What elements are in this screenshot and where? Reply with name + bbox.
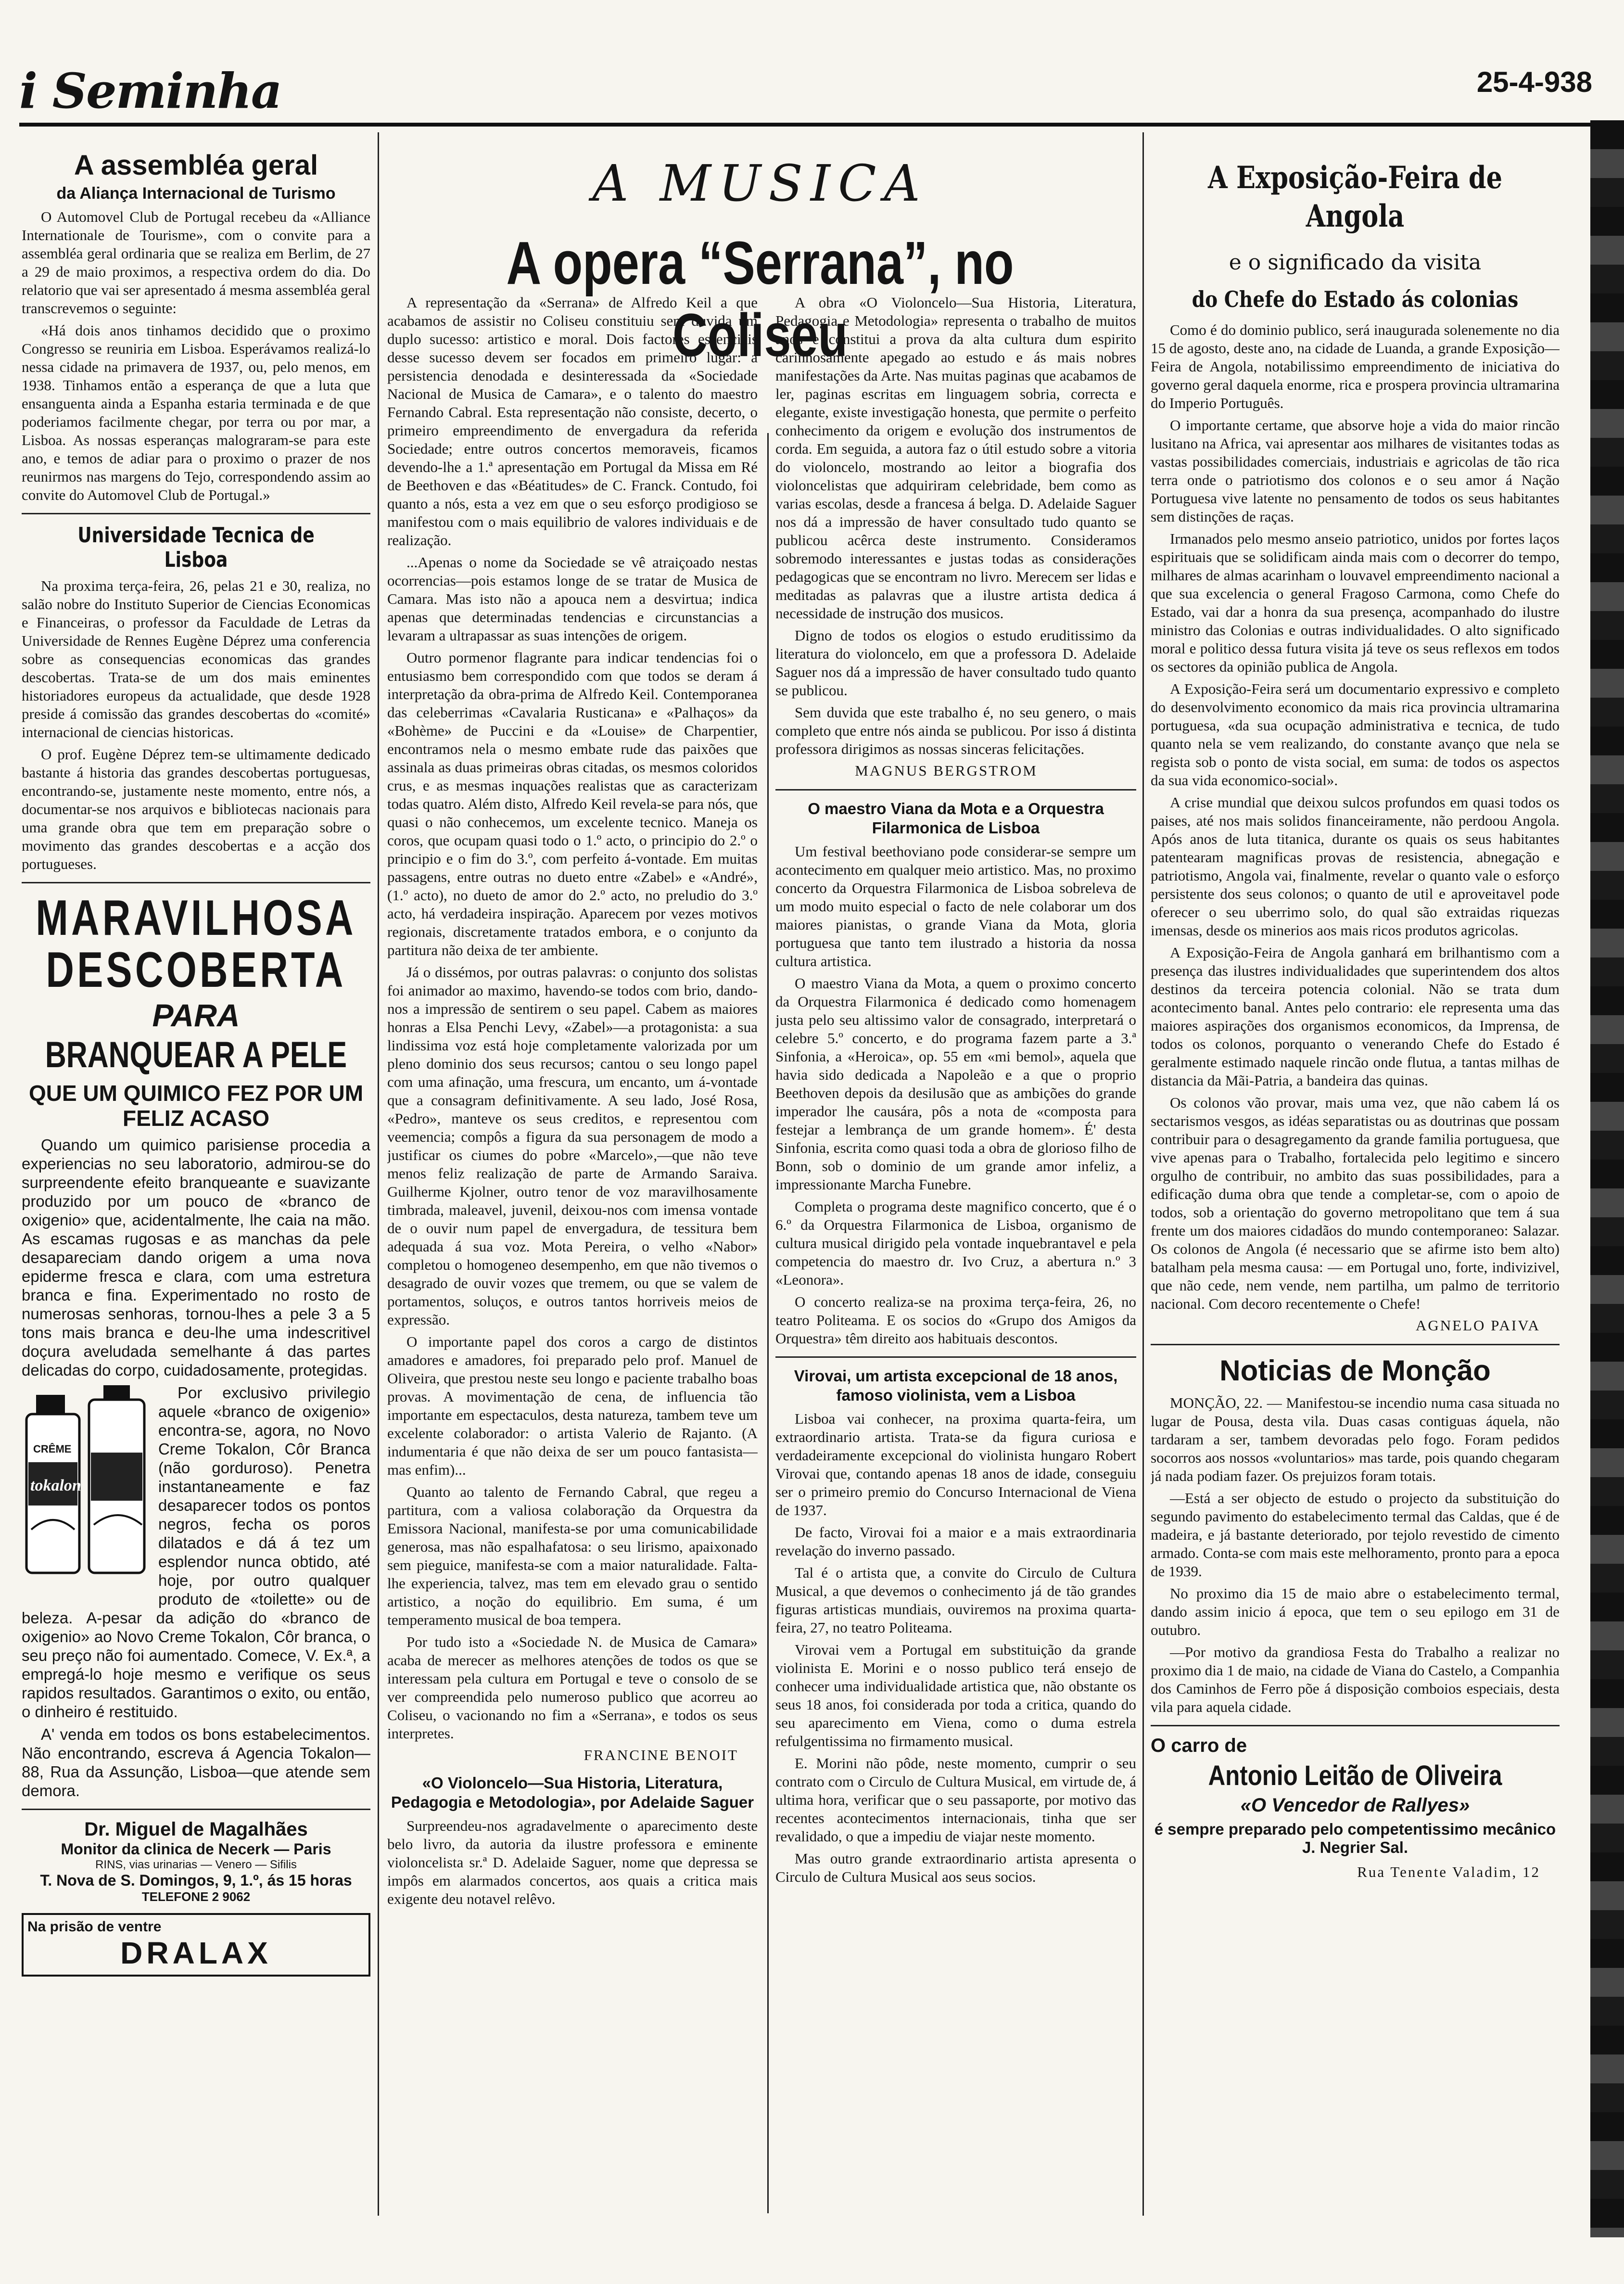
section-separator (775, 789, 1136, 791)
ad-body: A' venda em todos os bons estabelecimentos. Não encontrando, escreva á Agencia Tokalon—88, Rua da Assunção, Lisboa—que atende sem demora. (22, 1725, 370, 1799)
article-title: A Exposição-Feira de Angola (1208, 160, 1502, 234)
ad-headline: DESCOBERTA (46, 942, 346, 998)
paragraph: Um festival beethoviano pode considerar-se sempre um acontecimento em qualquer meio artistico. Mas, no proximo concerto da Orquestra Filarmonica de Lisboa sobreleva de um modo muito especial o facto de nele colaborar um dos maiores pianistas, o grande Viana da Mota, gloria portuguesa que tanto tem ilustrado a historia da nossa cultura artistica. (775, 843, 1136, 970)
dralax-brand: DRALAX (120, 1936, 272, 1970)
article-title: Virovai, um artista excepcional de 18 anos, famoso violinista, vem a Lisboa (794, 1367, 1118, 1404)
article-signature: AGNELO PAIVA (1415, 1317, 1540, 1334)
article-moncao (1151, 1354, 1560, 1716)
article-universidade (22, 523, 370, 873)
dralax-tagline: Na prisão de ventre (27, 1919, 162, 1935)
article-exposicao (1151, 159, 1560, 1334)
ad-doctor (22, 1819, 370, 1904)
doctor-specialties: RINS, vias urinarias — Venero — Sifilis (95, 1858, 297, 1871)
paragraph: Quanto ao talento de Fernando Cabral, que regeu a partitura, com a valiosa colaboração da Orquestra da Emissora Nacional, manifesta-se por uma comunicabilidade generosa, mas não espalhafatosa: o seu lirismo, apaixonado sem pieguice, manifesta-se com a maior naturalidade. Falta-lhe experiencia, talvez, mas tem em elevado grau o sentido artistico, a noção do equilibrio. Em suma, é um temperamento musical de boa tempera. (387, 1483, 758, 1628)
section-separator (22, 513, 370, 514)
paragraph: Já o dissémos, por outras palavras: o conjunto dos solistas foi animador ao maximo, havendo-se todos com brio, dando-nos a impressão de sentirem o seu papel. Cabem as maiores honras a Elsa Penchi Levy, «Zabel»—a protagonista: a sua lindissima voz está hoje completamente valorizada por um pleno dominio dos seus recursos; cantou o seu longo papel com uma afinação, uma frescura, um encanto, um á-vontade que a consagram definitivamente. A seu lado, José Rosa, «Pedro», manteve os seus creditos, e representou com veemencia; compôs a figura da sua personagem de modo a justificar os ciumes do pobre «Marcelo»,—que não teve menos feliz realização de parte de Armando Saraiva. Guilherme Kjolner, outro tenor de voz maravilhosamente timbrada, maleavel, juvenil, deixou-nos com imensa vontade de o ouvir num papel de envergadura, de tessitura bem adequada á sua voz. Mota Pereira, o velho «Nabor» completou o homogeneo desempenho, em que não tivemos o desagrado de ouvir vozes que tremem, ou que se valem de portamentos, soluços, e outros tantos horriveis meios de expressão. (387, 964, 758, 1328)
article-signature: MAGNUS BERGSTROM (855, 762, 1038, 779)
paragraph: E. Morini não pôde, neste momento, cumprir o seu contrato com o Circulo de Cultura Musical, em virtude de, á ultima hora, verificar que o seu passaporte, por motivo das recentes acontecimentos internacionais, tinha que ser revalidado, o que a impediu de viajar neste momento. (775, 1755, 1136, 1845)
paragraph: Irmanados pelo mesmo anseio patriotico, unidos por fortes laços espirituais que se solidificam ainda mais com o decorrer do tempo, milhares de almas acarinham o louvavel empreendimento nacional a que sua excelencia o general Fragoso Carmona, como Chefe do Estado, vai dar a honra da sua presença, acompanhado do ilustre ministro das Colonias e outras individualidades. O alto significado moral e politico dessa futura visita já teve os seus reflexos em todos os sectores da opinião publica de Angola. (1151, 530, 1560, 675)
musica-column-2 (775, 293, 1136, 2213)
paragraph: A Exposição-Feira será um documentario expressivo e completo do desenvolvimento economico da mais rica provincia ultramarina portuguesa, «da sua ocupação administrativa e tecnica, de tudo quanto nela se vem realizando, do constante avanço que nela se regista sob o ponto de vista social, em suma: de todos os aspectos da sua vida economico-social». (1151, 680, 1560, 789)
newspaper-logo: i Seminha (19, 63, 281, 119)
ad-carro (1151, 1735, 1560, 1881)
paragraph: Lisboa vai conhecer, na proxima quarta-feira, um extraordinario artista. Trata-se da figura curiosa e verdadeiramente excepcional do violinista hungaro Robert Virovai que, contando apenas 18 anos de idade, conseguiu ser o primeiro premio do Concurso Internacional de Viena de 1937. (775, 1410, 1136, 1518)
paragraph: Por tudo isto a «Sociedade N. de Musica de Camara» acaba de merecer as melhores atenções de todos os que se interessam pela cultura em Portugal e teve o consolo de se ver compreendida pelo numeroso publico que acorreu ao Coliseu, o vacionando no fim a «Serrana», e todos os seus interpretes. (387, 1633, 758, 1742)
paragraph: Completa o programa deste magnifico concerto, que é o 6.º da Orquestra Filarmonica de Lisboa, organismo de cultura musical dirigido pela vontade inquebrantavel e pela competencia do maestro dr. Ivo Cruz, a abertura n.º 3 «Leonora». (775, 1198, 1136, 1288)
paragraph: O importante certame, que absorve hoje a vida do maior rincão lusitano na Africa, vai apresentar aos milhares de visitantes todas as vastas possibilidades comerciais, industriais e agricolas de tão rica terra onde o patriotismo dos colonos e o seu amor á Nação Portuguesa vive latente no pensamento de todos os seus habitantes sem distinções de raças. (1151, 417, 1560, 525)
paragraph: —Está a ser objecto de estudo o projecto da substituição do segundo pavimento do estabelecimento termal das Caldas, que é de madeira, e já bastante deteriorado, por tejolo revestido de cimento armado. Conta-se com mais este melhoramento, pronto para a epoca de 1939. (1151, 1490, 1560, 1580)
article-subtitle: e o significado da visita (1229, 250, 1482, 275)
paragraph: O prof. Eugène Déprez tem-se ultimamente dedicado bastante á historia das grandes descobertas portuguesas, encontrando-se, justamente neste momento, entre nós, a documentar-se nos arquivos e bibliotecas nacionais para uma grande obra que tem em preparação sobre o movimento das grandes descobertas e a acção dos portugueses. (22, 746, 370, 872)
doctor-phone: TELEFONE 2 9062 (141, 1889, 251, 1904)
paragraph: —Por motivo da grandiosa Festa do Trabalho a realizar no proximo dia 1 de maio, na cidade de Viana do Castelo, a Companhia dos Caminhos de Ferro põe á disposição comboios especiais, desta vila para aquela cidade. (1151, 1644, 1560, 1715)
doctor-role: Monitor da clinica de Necerk — Paris (61, 1840, 331, 1858)
scanned-edge-strip (1590, 120, 1624, 2237)
ad-headline: MARAVILHOSA (36, 890, 356, 946)
article-title: «O Violoncelo—Sua Historia, Literatura, Pedagogia e Metodologia», por Adelaide Saguer (391, 1774, 754, 1811)
paragraph: O importante papel dos coros a cargo de distintos amadores e amadores, foi preparado pelo prof. Manuel de Oliveira, que prestou neste seu longo e paciente trabalho boas provas. A movimentação de cena, de influencia tão importante em espectaculos, desta natureza, tambem teve um excelente colaborador: o artista Valerio de Rajanto. (A indumentaria é que não deixa de ser um pouco fantasista—mas enfim)... (387, 1333, 758, 1478)
issue-date: 25-4-938 (1476, 66, 1592, 98)
paragraph: O Automovel Club de Portugal recebeu da «Alliance Internationale de Tourisme», com o convite para a assembléa geral ordinaria que se realiza em Berlim, de 27 a 29 de maio proximos, a respectiva ordem do dia. Do relatorio que vai ser apresentado á mesma assembléa geral transcrevemos o seguinte: (22, 208, 370, 317)
masthead (19, 63, 1592, 125)
musica-column-1 (387, 293, 758, 2213)
article-title: A assembléa geral (74, 150, 318, 181)
paragraph: A obra «O Violoncelo—Sua Historia, Literatura, Pedagogia e Metodologia» representa o trabalho de muitos anos e constitui a prova da alta cultura dum espirito carinhosamente apegado ao estudo e ás mais nobres manifestações da Arte. Nas muitas paginas que acabamos de ler, paginas escritas em linguagem sobria, correcta e elegante, existe investigação honesta, que permite o perfeito conhecimento da origem e evolução dos instrumentos de corda. Em seguida, a autora faz o útil estudo sobre a vitoria do violoncelo, mostrando ao leitor a biografia dos violoncelistas que adquiriram celebridade, bem como as varias escolas, desde a francesa á belga. D. Adelaide Saguer nos dá a impressão de haver consultado tudo quanto se publicou acêrca deste instrumento. Consideramos sobremodo interessantes e justas todas as considerações pedagogicas que se encontram no livro. Merecem ser lidas e meditadas as palavras que a ilustre artista dedica á necessidade de instrução dos musicos. (775, 294, 1136, 622)
paragraph: A Exposição-Feira de Angola ganhará em brilhantismo com a presença das ilustres individualidades que superintendem dos altos destinos da terceira potencia colonial. Não se trata dum acontecimento banal. Antes pelo contrario: ele representa uma das maiores aspirações dos organismos economicos, da Imprensa, de todos os colonos, porquanto o venerando Chefe do Estado é geralmente estimado naquele rincão onde flutua, a tantas milhas de distancia da Mãi-Patria, a bandeira das quinas. (1151, 944, 1560, 1089)
paragraph: Virovai vem a Portugal em substituição da grande violinista E. Morini e o nosso publico terá ensejo de conhecer uma individualidade artistica que, não obstante os seus 18 anos, foi considerada por toda a critica, quando do seu aparecimento em Viena, como o duma estrela refulgentissima no firmamento musical. (775, 1641, 1136, 1749)
paragraph: Outro pormenor flagrante para indicar tendencias foi o entusiasmo bem correspondido com que todos se deram á interpretação da obra-prima de Alfredo Keil. Contemporanea das celeberrimas «Cavalaria Rusticana» e «Palhaços» da «Bohème» de Puccini e da «Louise» de Charpentier, encontramos nela o mesmo embate rude das paixões que assinala as duas primeiras obras citadas, os mesmos coloridos crus, e as mesmas inquações realistas que as caracterizam todas quatro. Além disto, Alfredo Keil revela-se para nós, que quasi o não conhecemos, um excelente tecnico. Maneja os coros, que ocupam quasi todo o 1.º acto, o principio do 2.º o principio e o fim do 3.º, com perfeito á-vontade. Em muitas passagens, entre outras no dueto entre «Zabel» e «André», (1.º acto), no dueto de amor do 2.º acto, no preludio do 3.º acto, há verdadeira inspiração. Aparecem por vezes motivos regionais, discretamente tratados embora, e o conjunto da partitura não deixa de ter ambiente. (387, 649, 758, 958)
ad-dralax (22, 1913, 370, 1977)
ad-address: Rua Tenente Valadim, 12 (1357, 1863, 1540, 1880)
section-separator (1151, 1344, 1560, 1345)
paragraph: Como é do dominio publico, será inaugurada solenemente no dia 15 de agosto, deste ano, na cidade de Luanda, a grande Exposição—Feira de Angola, notabilissimo empreendimento de iniciativa do governo geral daquela enorme, rica e prospera provincia ultramarina do Imperio Português. (1151, 321, 1560, 411)
article-title: A opera “Serrana”, no Coliseu (506, 229, 1014, 369)
ad-name: Antonio Leitão de Oliveira (1208, 1760, 1502, 1791)
article-title: O maestro Viana da Mota e a Orquestra Filarmonica de Lisboa (808, 800, 1104, 837)
paragraph: Sem duvida que este trabalho é, no seu genero, o mais completo que entre nós ainda se publicou. Por isso á distinta professora dirigimos as nossas sinceras felicitações. (775, 704, 1136, 757)
tube-brand: tokalon (30, 1477, 81, 1494)
ad-headline: BRANQUEAR A PELE (45, 1034, 347, 1075)
ad-body: Quando um quimico parisiense procedia a experiencias no seu laboratorio, admirou-se do surpreendente efeito branqueante e suavizante produzido por um pouco de «branco de oxigenio» que, acidentalmente, lhe caia na mão. As escamas rugosas e as manchas da pele desapareciam dando origem a uma nova epiderme fresca e clara, com uma estretura branca e fina. Experimentado no rosto de numerosas senhoras, tornou-lhes a pele 3 a 5 tons mais branca e deu-lhe uma indescritivel doçura aveludada semelhante á das partes delicadas do corpo, cuidadosamente, protegidas. (22, 1136, 370, 1379)
article-signature: FRANCINE BENOIT (584, 1747, 738, 1763)
article-assembleia (22, 149, 370, 504)
paragraph: Na proxima terça-feira, 26, pelas 21 e 30, realiza, no salão nobre do Instituto Superior de Ciencias Economicas e Financeiras, o professor da Faculdade de Letras da Universidade de Rennes Eugène Déprez uma conferencia sobre as consequencias economicas das grandes descobertas. Trata-se de um dos mais eminentes historiadores europeus da actualidade, que desde 1928 preside á comissão das grandes descobertas do «comité» internacional de ciencias historicas. (22, 577, 370, 740)
article-subtitle: do Chefe do Estado ás colonias (1192, 286, 1519, 312)
paragraph: O concerto realiza-se na proxima terça-feira, 26, no teatro Politeama. E os socios do «Grupo dos Amigos da Orquestra» têm direito aos habituais descontos. (775, 1293, 1136, 1347)
column-divider (1142, 132, 1144, 2216)
column-divider (378, 132, 379, 2216)
paragraph: A representação da «Serrana» de Alfredo Keil a que acabamos de assistir no Coliseu constituiu sem duvida um duplo sucesso: artistico e moral. Dois factores essenciais desse sucesso devem ser focados em primeiro lugar: a persistencia denodada e desinteressada da «Sociedade Nacional de Musica de Camara», e o talento do maestro Fernando Cabral. Esta representação não consiste, decerto, o primeiro empreendimento de envergadura da referida Sociedade; entre outros concertos memoraveis, ficamos devendo-lhe a 1.ª apresentação em Portugal da Missa em Ré de Beethoven e das «Béatitudes» de C. Franck. Contudo, foi quanto a nós, esta a vez em que o seu esforço prodigioso se manifestou com o mais equilibrio de valores individuais e de realização. (387, 294, 758, 549)
paragraph: «Há dois anos tinhamos decidido que o proximo Congresso se reuniria em Lisboa. Esperávamos realizá-lo nessa cidade na primavera de 1937, ou, pelo menos, em 1938. Tinhamos então a esperança de que a luta que ensanguenta ainda a Espanha estaria terminada e de que poderiamos facilmente chegar, por terra ou por mar, a Lisboa. As nossas esperanças malograram-se para este ano, e temos de adiar para o proximo o prazer de nos reunirmos nas margens do Tejo, correspondendo assim ao convite do Automovel Club de Portugal.» (22, 322, 370, 503)
doctor-address: T. Nova de S. Domingos, 9, 1.º, ás 15 horas (40, 1872, 352, 1889)
paragraph: O maestro Viana da Mota, a quem o proximo concerto da Orquestra Filarmonica é dedicado como homenagem justa pelo seu altissimo valor de consagrado, interpretará o celebre 5.º concerto, e do programa fazem parte a 3.ª Sinfonia, a «Heroica», op. 55 em «mi bemol», aquela que havia sido dedicada a Napoleão e a que o proprio Beethoven depois da desilusão que as ambições do grande imperador lhe causára, pôs a nota de «composta para festejar a lembrança de um grande homem». É' desta Sinfonia, escrita como quasi toda a obra de glorioso filho de Bonn, sob o dominio de um grande amor infeliz, a impressionante Marcha Funebre. (775, 975, 1136, 1193)
ad-headline: PARA (152, 997, 240, 1033)
paragraph: MONÇÃO, 22. — Manifestou-se incendio numa casa situada no lugar de Pousa, desta vila. Duas casas contiguas áquela, não tardaram a ser, tambem devoradas pelo fogo. Foram pedidos socorros aos nossos «voluntarios» mas tarde, pois quando chegaram já nada podiam fazer. Os prejuizos foram totais. (1151, 1394, 1560, 1484)
ad-subheadline: QUE UM QUIMICO FEZ POR UM FELIZ ACASO (28, 1081, 364, 1131)
paragraph: Surpreendeu-nos agradavelmente o aparecimento deste belo livro, da autoria da ilustre professora e eminente violoncelista sr.ª D. Adelaide Saguer, nome que depressa se impôs em alarmados concertos, aos quais a critica mais exigente deu notavel relêvo. (387, 1817, 758, 1907)
masthead-rule (19, 123, 1592, 127)
paragraph: Tal é o artista que, a convite do Circulo de Cultura Musical, a que devemos o conhecimento já de tão grandes figuras artisticas mundiais, ouviremos na proxima quarta-feira, 27, no teatro Politeama. (775, 1564, 1136, 1636)
section-separator (775, 1356, 1136, 1358)
section-separator (22, 882, 370, 883)
product-image (22, 1385, 152, 1587)
section-title: A MUSICA (592, 154, 928, 213)
section-separator (22, 1809, 370, 1810)
paragraph: Mas outro grande extraordinario artista apresenta o Circulo de Cultura Musical aos seus socios. (775, 1850, 1136, 1885)
ad-lead: O carro de (1151, 1735, 1247, 1756)
article-title: Noticias de Monção (1219, 1354, 1491, 1387)
paragraph: No proximo dia 15 de maio abre o estabelecimento termal, dando assim inicio á epoca, que tem o seu epilogo em 31 de outubro. (1151, 1585, 1560, 1638)
article-subtitle: da Aliança Internacional de Turismo (56, 184, 336, 203)
ad-tokalon (22, 892, 370, 1800)
ad-body: Por exclusivo privilegio aquele «branco de oxigenio» encontra-se, agora, no Novo Creme Tokalon, Côr Branca (não gorduroso). Penetra instantaneamente e faz desaparecer todos os pontos negros, fecha os poros dilatados e dá á tez um esplendor nunca obtido, até hoje, por outro qualquer produto de «toilette» ou de beleza. A-pesar da adição do «branco de oxigenio» ao Novo Creme Tokalon, Côr branca, o seu preço não foi aumentado. Comece, V. Ex.ª, a empregá-lo hoje mesmo e verifique os seus rapidos resultados. Garantimos o exito, ou então, o dinheiro é restituido. (22, 1384, 370, 1721)
paragraph: Os colonos vão provar, mais uma vez, que não cabem lá os sectarismos vesgos, as idéas separatistas ou as doutrinas que possam contribuir para o desagregamento da grande familia portuguesa, que vive apenas para o Trabalho, fortalecida pelo legitimo e sincero orgulho de contribuir, no ambito das suas possibilidades, para a edificação duma obra que tende a completar-se, com o apoio de todos, sob a orientação do governo metropolitano que tem á sua frente um dos maiores cidadãos do mundo contemporaneo: Salazar. Os colonos de Angola (é necessario que se afirme isto bem alto) batalham pela mesma causa: — em Portugal uno, forte, indivizivel, que não cede, nem vende, nem partilha, um palmo de territorio nacional. Com decoro recentemente o Chefe! (1151, 1094, 1560, 1312)
paragraph: De facto, Virovai foi a maior e a mais extraordinaria revelação do inverno passado. (775, 1524, 1136, 1559)
ad-body: é sempre preparado pelo competentissimo mecânico J. Negrier Sal. (1154, 1820, 1556, 1856)
article-title: Universidade Tecnica de Lisboa (77, 523, 315, 572)
paragraph: A crise mundial que deixou sulcos profundos em quasi todos os paises, até nos mais solidos financeiramente, não perdoou Angola. Após anos de luta titanica, durante os quais os seus habitantes patentearam magnificas provas de resistencia, abnegação e patriotismo, Angola vai, finalmente, revelar o quanto vale o esforço persistente dos seus colonos; o quanto de util e aproveitavel pode oferecer o seu uberrimo solo, do qual são extraidas riquezas imensas, desde os minerios aos mais ricos produtos agricolas. (1151, 794, 1560, 939)
ad-tagline: «O Vencedor de Rallyes» (1240, 1795, 1470, 1816)
tube-label: CRÊME (33, 1443, 72, 1455)
paragraph: ...Apenas o nome da Sociedade se vê atraiçoado nestas ocorrencias—pois estamos longe de se tratar de Musica de Camara. Mas isto não a apouca nem a desvirtua; indica apenas que determinadas tendencias e circunstancias a levaram a ultrapassar as suas intenções de origem. (387, 554, 758, 644)
right-column (1151, 140, 1560, 2223)
section-separator (1151, 1725, 1560, 1726)
doctor-name: Dr. Miguel de Magalhães (84, 1819, 308, 1840)
left-column (22, 140, 370, 2223)
column-divider (767, 433, 769, 2213)
paragraph: Digno de todos os elogios o estudo eruditissimo da literatura do violoncelo, em que a professora D. Adelaide Saguer nos dá a impressão de haver consultado tudo quanto se publicou. (775, 627, 1136, 699)
